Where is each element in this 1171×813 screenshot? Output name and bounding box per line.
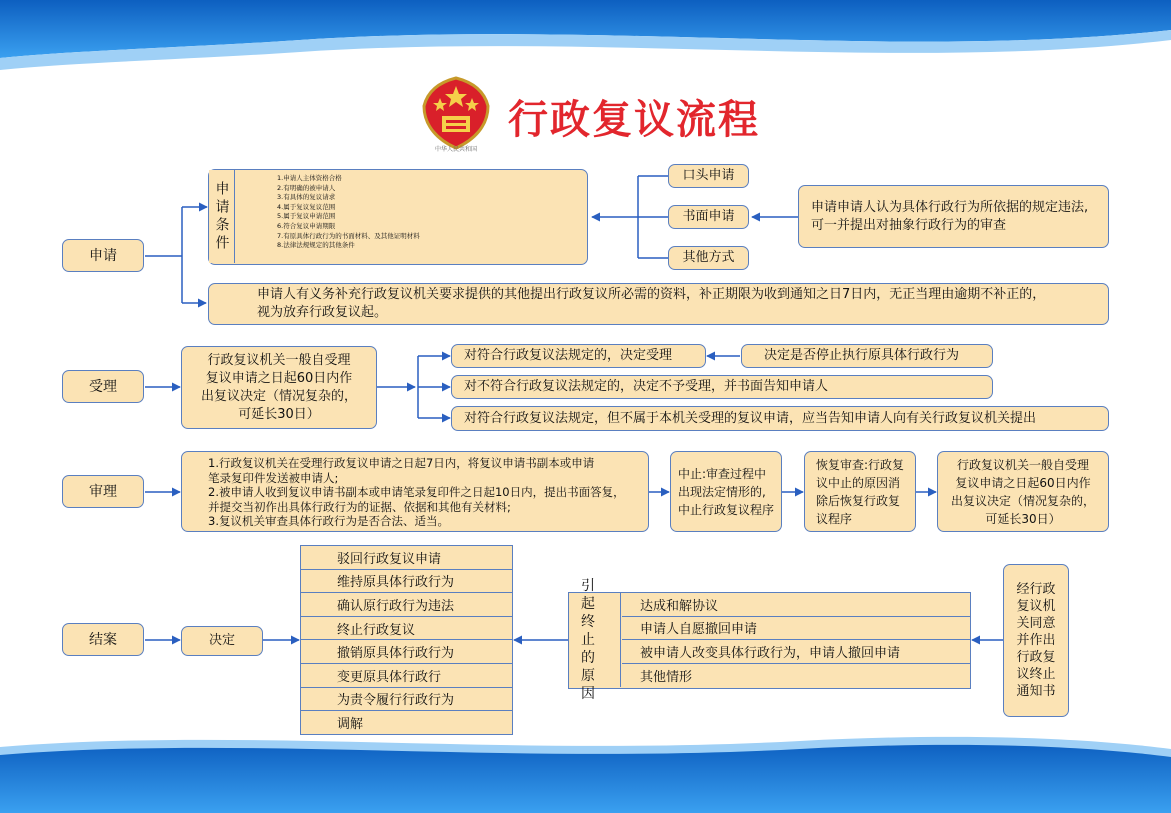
stage-review: 审理 bbox=[62, 475, 144, 508]
condition-item: 7.有原具体行政行为的书面材料、及其他证明材料 bbox=[277, 231, 420, 240]
stage-close: 结案 bbox=[62, 623, 144, 656]
decision-item: 维持原具体行政行为 bbox=[301, 570, 512, 594]
accept-outcome-accepted: 对符合行政复议法规定的，决定受理 bbox=[451, 344, 706, 368]
condition-item: 4.属于复议复议范围 bbox=[277, 202, 336, 211]
abstract-review-note: 申请申请人认为具体行政行为所依据的规定违法, 可一并提出对抽象行政行为的审查 bbox=[798, 185, 1109, 248]
decision-box: 决定 bbox=[181, 626, 263, 656]
decision-item: 撤销原具体行政行为 bbox=[301, 640, 512, 664]
decision-item: 调解 bbox=[337, 717, 364, 733]
termination-reason: 申请人自愿撤回申请 bbox=[622, 617, 970, 641]
emblem-caption: 中华人民共和国 bbox=[434, 146, 477, 153]
review-resume-box: 恢复审查:行政复 议中止的原因消 除后恢复行政复 议程序 bbox=[804, 451, 916, 532]
decision-item: 确认原行政行为违法 bbox=[301, 593, 512, 617]
stage-accept: 受理 bbox=[62, 370, 144, 403]
review-steps-box: 1.行政复议机关在受理行政复议申请之日起7日内，将复议申请书副本或申请 笔录复印件发送被申请人; 2.被申请人收到复议申请书副本或申请笔录复印件之日起10日内，提出书面答复， 并提交当初作出具体行政行为的证据、依据和其他有关材料; 3.复议机关审查具体行政行为是否合法、适当。 bbox=[181, 451, 649, 532]
decision-list bbox=[300, 545, 513, 735]
decision-item: 终止行政复议 bbox=[301, 617, 512, 641]
method-oral: 口头申请 bbox=[668, 164, 749, 188]
termination-reasons-box bbox=[568, 578, 971, 702]
conditions-label: 申请条件 bbox=[209, 170, 235, 263]
termination-label: 引起终止的原因 bbox=[569, 593, 621, 687]
application-conditions-box bbox=[208, 169, 588, 265]
decision-item: 驳回行政复议申请 bbox=[301, 546, 512, 570]
termination-notice-box: 经行政复议机关同意并作出行政复议终止通知书 bbox=[1003, 564, 1069, 717]
condition-item: 2.有明确的被申请人 bbox=[277, 183, 336, 192]
condition-item: 8.法律法规规定的其他条件 bbox=[277, 241, 355, 250]
suspend-execution-note: 决定是否停止执行原具体行政行为 bbox=[741, 344, 993, 368]
termination-reason: 其他情形 bbox=[640, 670, 693, 686]
accept-outcome-rejected: 对不符合行政复议法规定的，决定不予受理，并书面告知申请人 bbox=[451, 375, 993, 399]
stage-apply: 申请 bbox=[62, 239, 144, 272]
termination-reason: 被申请人改变具体行政行为，申请人撤回申请 bbox=[622, 640, 970, 664]
condition-item: 3.有具体的复议请求 bbox=[277, 193, 336, 202]
accept-period-box: 行政复议机关一般自受理 复议申请之日起60日内作 出复议决定（情况复杂的， 可延长30日） bbox=[181, 346, 377, 429]
supplement-materials-note: 申请人有义务补充行政复议机关要求提供的其他提出行政复议所必需的资料，补正期限为收到通知之日7日内，无正当理由逾期不补正的， 视为放弃行政复议起。 bbox=[208, 283, 1109, 325]
condition-item: 6.符合复议申请期限 bbox=[277, 221, 336, 230]
accept-outcome-redirect: 对符合行政复议法规定，但不属于本机关受理的复议申请，应当告知申请人向有关行政复议机关提出 bbox=[451, 406, 1109, 431]
review-period-box: 行政复议机关一般自受理 复议申请之日起60日内作 出复议决定（情况复杂的， 可延长30日） bbox=[937, 451, 1109, 532]
review-suspension-box: 中止:审查过程中 出现法定情形的, 中止行政复议程序 bbox=[670, 451, 782, 532]
termination-reason: 达成和解协议 bbox=[622, 593, 970, 617]
method-written: 书面申请 bbox=[668, 205, 749, 229]
condition-item: 5.属于复议申请范围 bbox=[277, 212, 336, 221]
method-other: 其他方式 bbox=[668, 246, 749, 270]
decision-item: 变更原具体行政行 bbox=[301, 664, 512, 688]
condition-item: 1.申请人主体资格合格 bbox=[277, 174, 342, 182]
decision-item: 为责令履行行政行为 bbox=[301, 688, 512, 712]
page-title: 行政复议流程 bbox=[508, 97, 760, 143]
